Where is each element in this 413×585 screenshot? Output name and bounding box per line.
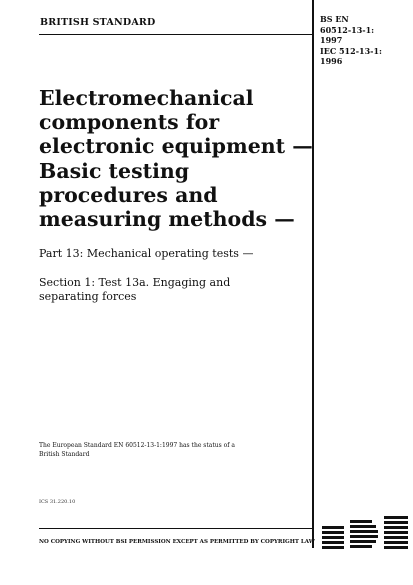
standard-number-line: IEC 512-13-1: — [320, 45, 382, 56]
title-line: measuring methods — — [39, 207, 295, 232]
bsi-logo — [320, 510, 410, 554]
part-heading: Part 13: Mechanical operating tests — — [39, 247, 254, 260]
standard-number-line: 1996 — [320, 56, 343, 66]
title-line: Electromechanical — [39, 86, 254, 110]
title-line: electronic equipment — — [39, 134, 313, 159]
section-line: Section 1: Test 13a. Engaging and — [39, 276, 231, 289]
copyright-notice: NO COPYING WITHOUT BSI PERMISSION EXCEPT AS PERMITTED BY COPYRIGHT LAW — [39, 539, 315, 545]
vertical-rule — [312, 0, 314, 548]
status-line: The European Standard EN 60512-13-1:1997 has the status of a — [39, 442, 235, 449]
title-line: components for — [39, 110, 220, 135]
standard-number-line: 1997 — [320, 35, 343, 45]
standard-number-line: 60512-13-1: — [320, 24, 375, 35]
standard-number-line: BS EN — [320, 14, 349, 24]
title-line: procedures and — [39, 182, 218, 207]
ics-code: ICS 31.220.10 — [39, 499, 76, 505]
section-line: separating forces — [39, 290, 137, 303]
footer-rule — [39, 528, 313, 529]
series-label: BRITISH STANDARD — [40, 17, 156, 28]
document-title — [39, 86, 314, 231]
status-line: British Standard — [39, 451, 90, 458]
status-statement — [39, 441, 309, 459]
title-line: Basic testing — [39, 158, 190, 183]
header-rule — [39, 34, 313, 35]
section-heading — [39, 276, 314, 304]
standard-numbers — [320, 14, 410, 67]
